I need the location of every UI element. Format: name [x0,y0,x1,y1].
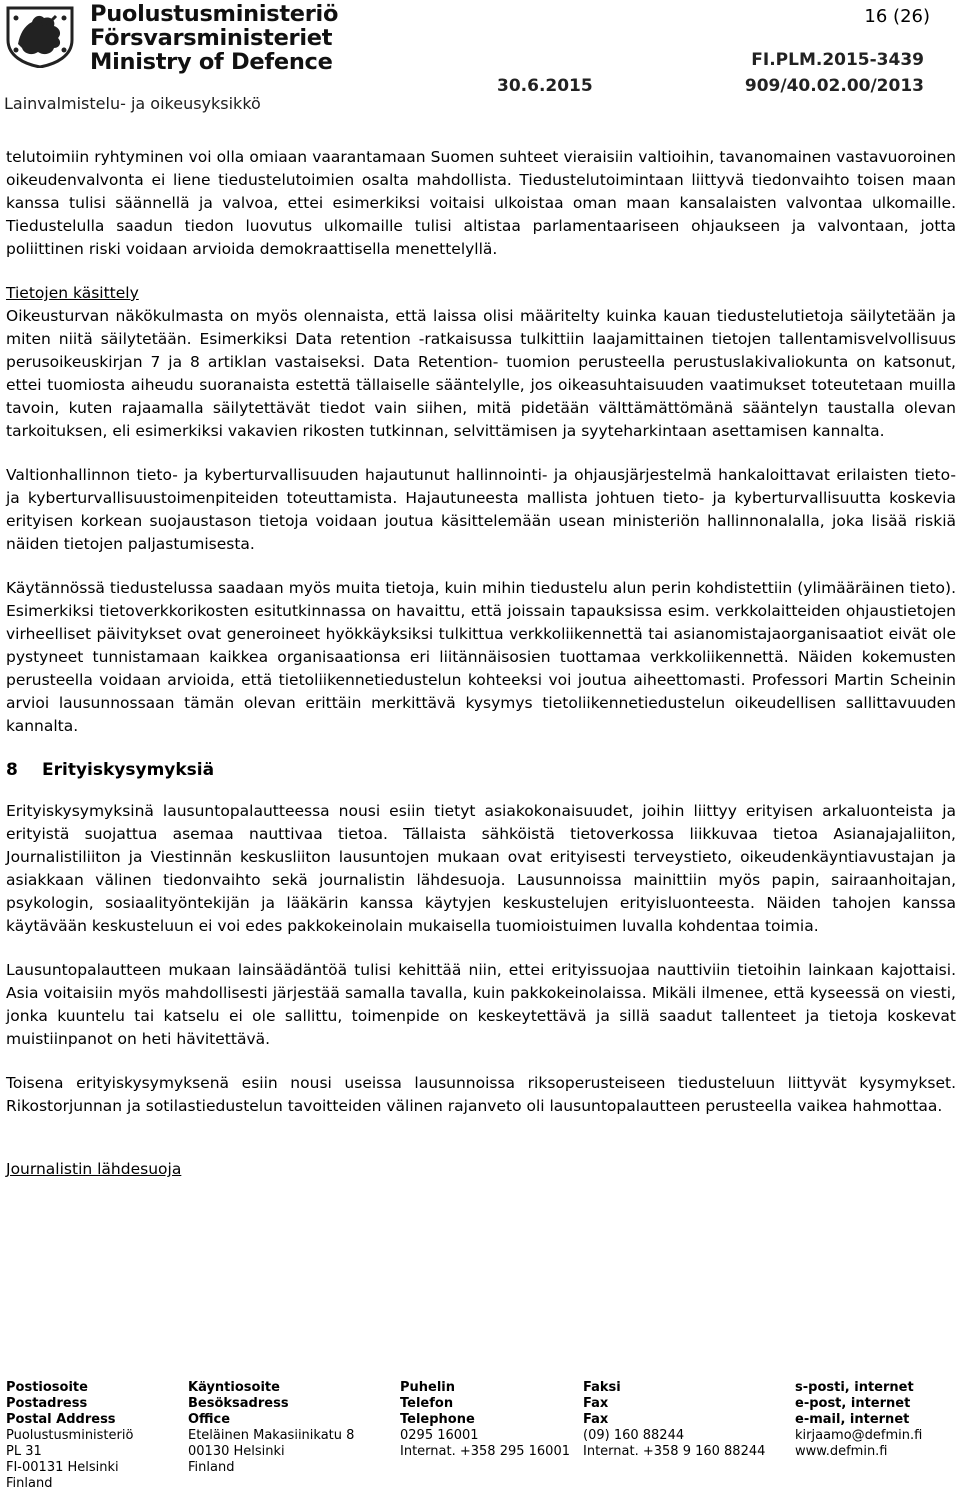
footer-line: Office [188,1412,231,1427]
footer-line: Eteläinen Makasiinikatu 8 [188,1428,355,1443]
footer-line: (09) 160 88244 [583,1428,685,1443]
paragraph-1: telutoimiin ryhtyminen voi olla omiaan vaarantamaan Suomen suhteet vieraisiin valtioihin, tavanomainen vastavuoroinen oikeudenvalvonta ei liene tiedustelutoimien osalta mahdollista. Tiedustelutoimintaan liittyvä tiedonvaihto toisen maan kanssa tulisi säännellä ja valvoa, ettei esimerkiksi voitaisi ulkoistaa oman maan kansalaisten valvontaa ulkomaille. Tiedustelulla saadun tiedon luovutus ulkomaille tulisi altistaa parlamentaariseen ohjaukseen ja valvontaan, jotta poliittinen riski voidaan arvioida demokraattisella menettelyllä. [6,148,956,258]
document-header [0,0,960,120]
footer-line: FI-00131 Helsinki [6,1460,119,1475]
footer-line: Postadress [6,1396,88,1411]
footer-line: Besöksadress [188,1396,289,1411]
footer-line: Faksi [583,1380,621,1395]
footer-line: PL 31 [6,1444,42,1459]
footer-line: Telephone [400,1412,475,1427]
footer-line: Fax [583,1412,609,1427]
footer-telephone [400,1380,570,1460]
footer-fax [583,1380,765,1460]
footer-line: 0295 16001 [400,1428,479,1443]
document-date: 30.6.2015 [497,76,593,96]
footer-line: e-post, internet [795,1396,911,1411]
reference-number-2: 909/40.02.00/2013 [744,76,924,96]
paragraph-4: Käytännössä tiedustelussa saadaan myös muita tietoja, kuin mihin tiedustelu alun perin kohdistettiin (ylimääräinen tieto). Esimerkiksi tietoverkkorikosten esitutkinnassa on havaittu, että joissain tapauksissa esim. verkkolaitteiden ohjaustietojen virheelliset päivitykset ovat generoineet hyökkäyksiksi tulkittua verkkoliikennettä tai asianomistajaorganisaatiot eivät ole pystyneet tunnistamaan kaikkea organisaationsa eri liitännäisosien tuottamaa verkkoliikennettä. Näiden kokemusten perusteella voidaan arvioida, että tietoliikennetiedustelun kohteeksi voi joutua aiheettomasti. Professori Martin Scheinin arvioi lausunnossaan tämän olevan erittäin merkittävä kysymys tietoliikennetiedustelun oikeudellisen sallittavuuden kannalta. [6,579,956,735]
section-number: 8 [6,760,18,780]
footer-office-address [188,1380,354,1476]
paragraph-2: Oikeusturvan näkökulmasta on myös olennaista, että laissa olisi määritelty kuinka kauan tiedustelutietoja säilytetään ja miten niitä säilytetään. Esimerkiksi Data retention -ratkaisussa tulkittiin laajamittainen tietojen tallentamisvelvollisuus perusoikeuskirjan 7 ja 8 artiklan vastaiseksi. Data Retention- tuomion perusteella perustuslakivaliokunta on katsonut, ettei tuomiosta aiheudu suoranaista estettä tällaiselle sääntelylle, jos oikeasuhtaisuuden vaatimukset toteutetaan muilla tavoin, kuten rajaamalla säilytettävät tiedot vain siihen, mitä pidetään välttämättömänä sääntelyn taustalla olevan tarkoituksen, eli esimerkiksi vakavien rikosten tutkinnan, selvittämisen ja syyteharkintaan asettamisen kannalta. [6,307,956,440]
footer-line: Postiosoite [6,1380,88,1395]
footer-postal-address [6,1380,133,1492]
unit-name: Lainvalmistelu- ja oikeusyksikkö [4,94,261,113]
footer-line: Finland [188,1460,235,1475]
lion-coat-of-arms-logo [4,4,76,68]
footer-line: 00130 Helsinki [188,1444,285,1459]
footer-line: s-posti, internet [795,1380,914,1395]
footer-line: Postal Address [6,1412,116,1427]
footer-line: Käyntiosoite [188,1380,280,1395]
footer-website-link[interactable]: www.defmin.fi [795,1444,888,1459]
footer-line: Puolustusministeriö [6,1428,134,1443]
ministry-name [90,2,338,74]
page-number: 16 (26) [864,6,930,27]
footer-line: Puhelin [400,1380,456,1395]
section-title: Erityiskysymyksiä [42,760,215,780]
paragraph-5: Erityiskysymyksinä lausuntopalautteessa nousi esiin tietyt asiakokonaisuudet, joihin liittyy erityisen arkaluonteista ja erityistä suojattua asemaa nauttivaa tietoa. Tällaista sähköistä tietoverkossa liikkuvaa tietoa Asianajajaliiton, Journalistiliiton ja Viestinnän keskusliiton lausuntojen mukaan ovat erityisesti terveystieto, oikeudenkäyntiavustajan ja asiakkaan välinen tiedonvaihto sekä journalistin lähdesuoja. Lausunnoissa mainittiin myös papin, sairaanhoitajan, psykologin, sosiaalityöntekijän ja lääkärin kanssa käytyjen keskustelujen erityisluonteesta. Näiden tahojen kanssa käytävään keskusteluun ei voi edes pakkokeinolain mukaisella tuomioistuimen luvalla kohdentaa toimia. [6,802,956,935]
paragraph-7: Toisena erityiskysymyksenä esiin nousi useissa lausunnoissa riksoperusteiseen tiedusteluun liittyvät kysymykset. Rikostorjunnan ja sotilastiedustelun tavoitteiden välinen rajanveto oli lausuntopalautteen perusteella vaikea hahmottaa. [6,1074,956,1115]
footer-line: Telefon [400,1396,454,1411]
footer-email-link[interactable]: kirjaamo@defmin.fi [795,1428,923,1443]
footer-email-internet [795,1380,922,1460]
document-body [6,146,956,1181]
heading-journalistin-lahdesuoja: Journalistin lähdesuoja [6,1160,182,1178]
reference-number: FI.PLM.2015-3439 [751,50,924,70]
ministry-name-fi: Puolustusministeriö [90,1,339,27]
heading-tietojen-kasittely: Tietojen käsittely [6,284,139,302]
section-heading [6,759,956,782]
footer-line: Finland [6,1476,53,1491]
paragraph-6: Lausuntopalautteen mukaan lainsäädäntöä tulisi kehittää niin, ettei erityissuojaa nauttiviin tietoihin lainkaan kajottaisi. Asia voitaisiin myös mahdollisesti järjestää samalla tavalla, kuin pakkokeinolaissa. Mikäli ilmenee, että kyseessä on viesti, jonka kuuntelu tai katselu ei ole sallittu, toimenpide on keskeytettävä ja sillä saadut tallenteet ja tietoja koskevat muistiinpanot on heti hävitettävä. [6,961,956,1048]
footer-line: Internat. +358 9 160 88244 [583,1444,766,1459]
footer-line: Internat. +358 295 16001 [400,1444,570,1459]
paragraph-3: Valtionhallinnon tieto- ja kyberturvallisuuden hajautunut hallinnointi- ja ohjausjärjestelmä hankaloittavat erilaisten tieto- ja kyberturvallisuustoimenpiteiden toteuttamista. Hajautuneesta mallista johtuen tieto- ja kyberturvallisuutta koskevia erityisen korkean suojaustason tietoja voidaan joutua käsittelemään usean ministeriön hallinnonalalla, joka lisää riskiä näiden tietojen paljastumisesta. [6,466,956,553]
footer-line: Fax [583,1396,609,1411]
ministry-name-sv: Försvarsministeriet [90,25,333,51]
footer-line: e-mail, internet [795,1412,910,1427]
ministry-name-en: Ministry of Defence [90,49,333,75]
